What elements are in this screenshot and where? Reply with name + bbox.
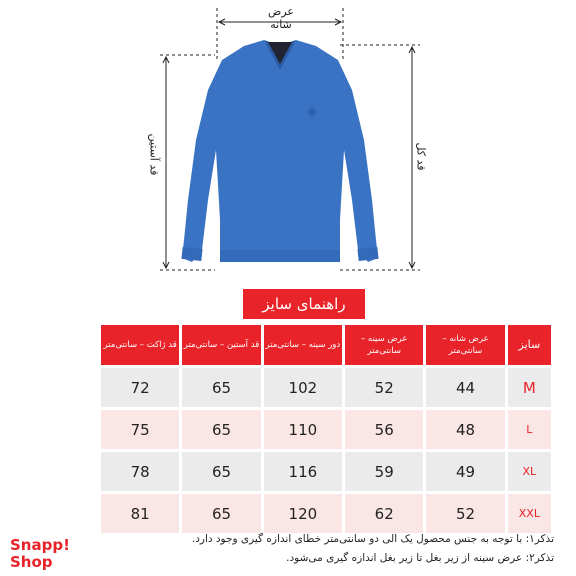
cell-jacket-length: 75: [101, 410, 179, 449]
sleeve-length-label: قد آستین: [147, 133, 161, 176]
cell-chest-width: 52: [345, 368, 423, 407]
header-chest-width: عرض سینه – سانتی‌متر: [345, 325, 423, 365]
cell-sleeve-length: 65: [182, 368, 260, 407]
header-sleeve-length: قد آستین – سانتی‌متر: [182, 325, 260, 365]
size-label: M: [508, 368, 551, 407]
cell-shoulder-width: 48: [426, 410, 504, 449]
table-row: [101, 452, 551, 491]
sweater-illustration: [181, 40, 378, 262]
logo-line-1: Snapp!: [10, 536, 70, 554]
cell-chest-circumference: 110: [264, 410, 342, 449]
snappshop-logo: [10, 537, 70, 571]
cell-chest-width: 56: [345, 410, 423, 449]
size-label: XL: [508, 452, 551, 491]
logo-line-2: Shop: [10, 553, 53, 571]
size-table: [98, 322, 554, 536]
header-size: سایز: [508, 325, 551, 365]
cell-jacket-length: 72: [101, 368, 179, 407]
cell-chest-circumference: 120: [264, 494, 342, 533]
table-row: [101, 410, 551, 449]
cell-chest-width: 59: [345, 452, 423, 491]
cell-chest-circumference: 116: [264, 452, 342, 491]
cell-chest-width: 62: [345, 494, 423, 533]
size-label: L: [508, 410, 551, 449]
table-header-row: [101, 325, 551, 365]
cell-jacket-length: 81: [101, 494, 179, 533]
table-row: [101, 494, 551, 533]
size-label: XXL: [508, 494, 551, 533]
note-1: تذکر۱: با توجه به جنس محصول یک الی دو سانتی‌متر خطای اندازه گیری وجود دارد.: [191, 533, 554, 545]
header-shoulder-width: عرض شانه – سانتی‌متر: [426, 325, 504, 365]
cell-shoulder-width: 49: [426, 452, 504, 491]
cell-sleeve-length: 65: [182, 410, 260, 449]
note-2: تذکر۲: عرض سینه از زیر بغل تا زیر بغل اندازه گیری می‌شود.: [286, 552, 554, 564]
size-guide-title: راهنمای سایز: [243, 289, 365, 319]
cell-sleeve-length: 65: [182, 452, 260, 491]
cell-shoulder-width: 52: [426, 494, 504, 533]
cell-jacket-length: 78: [101, 452, 179, 491]
cell-shoulder-width: 44: [426, 368, 504, 407]
total-length-label: قد کل: [414, 142, 428, 171]
table-row: [101, 368, 551, 407]
header-chest-circumference: دور سینه – سانتی‌متر: [264, 325, 342, 365]
cell-sleeve-length: 65: [182, 494, 260, 533]
cell-chest-circumference: 102: [264, 368, 342, 407]
shoulder-width-label: عرض شانه: [268, 5, 294, 31]
header-jacket-length: قد ژاکت – سانتی‌متر: [101, 325, 179, 365]
